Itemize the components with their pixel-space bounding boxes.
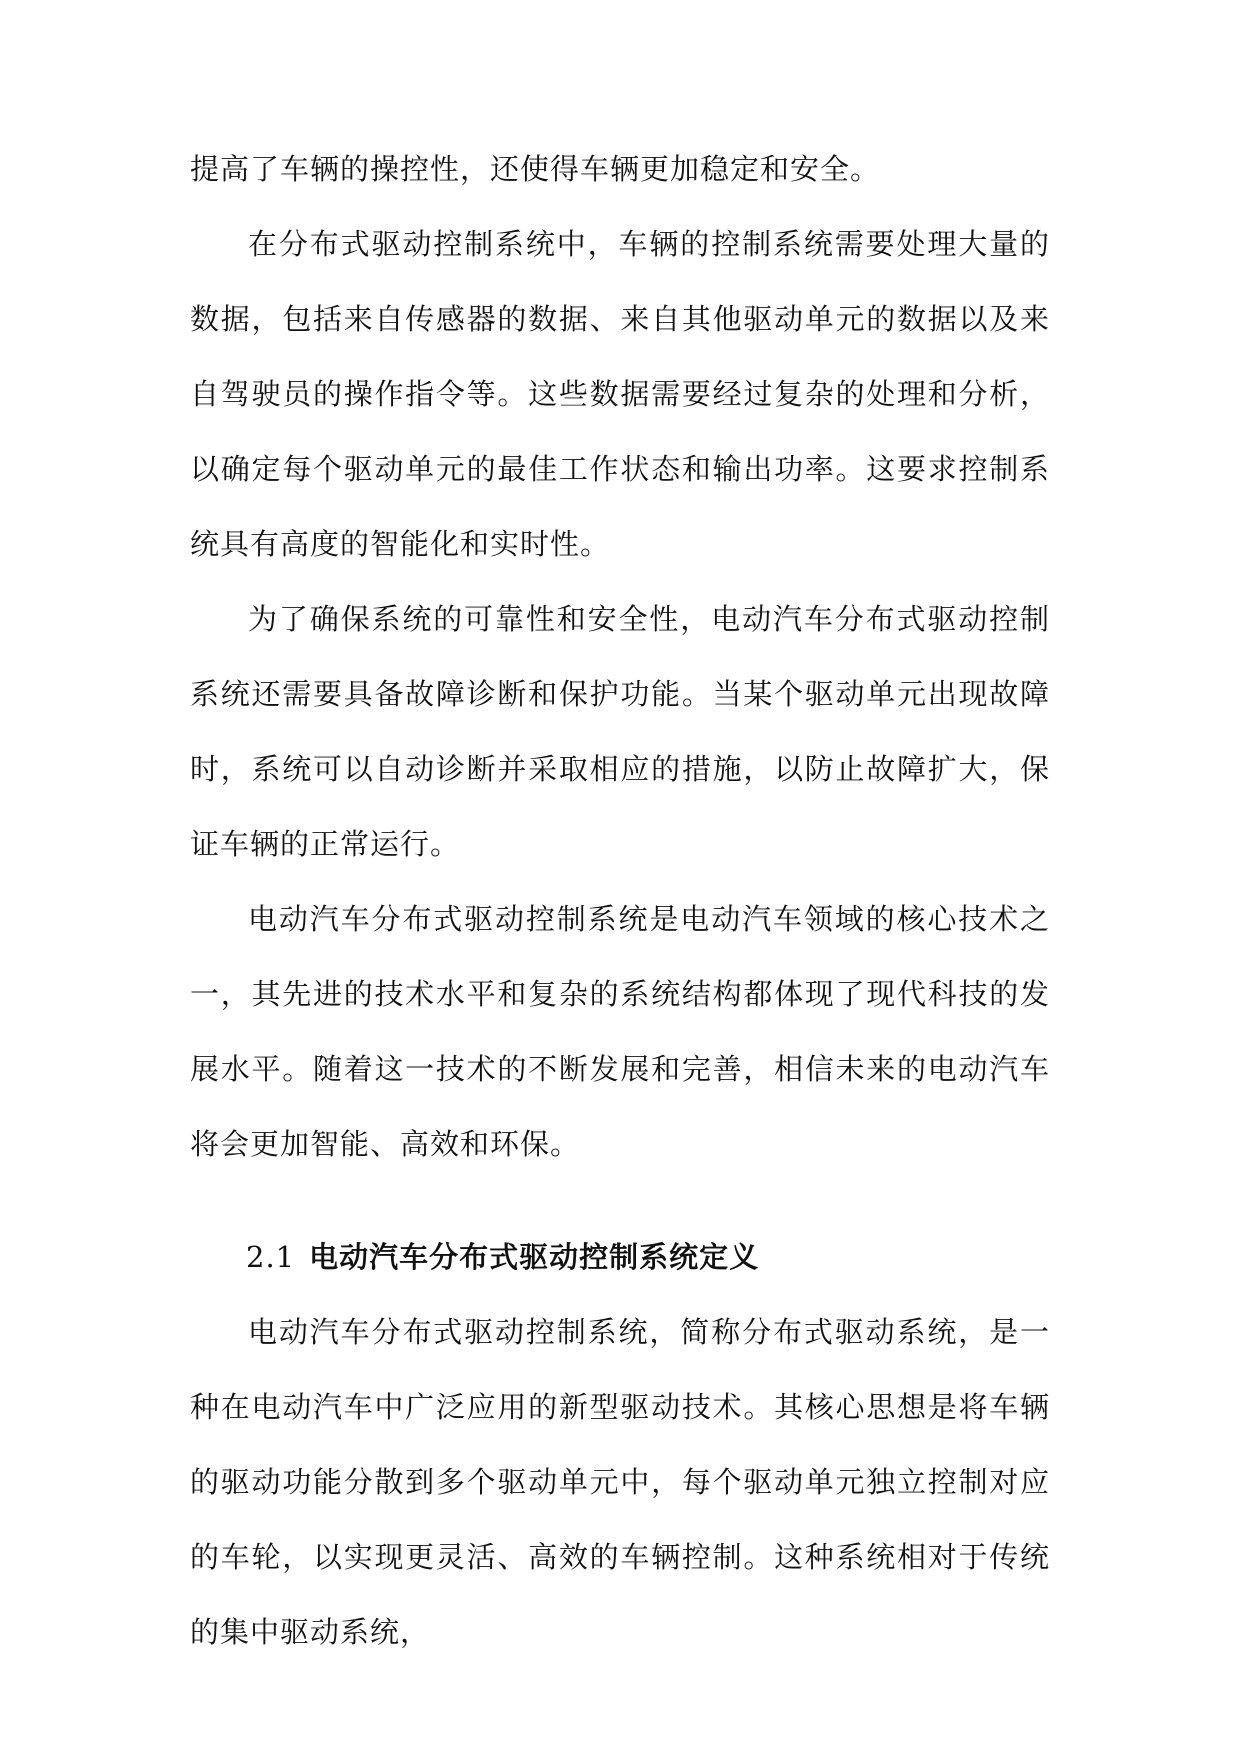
section-heading (246, 1220, 759, 1295)
paragraph-fault-diagnosis: 为了确保系统的可靠性和安全性，电动汽车分布式驱动控制系统还需要具备故障诊断和保护功能。当某个驱动单元出现故障时，系统可以自动诊断并采取相应的措施，以防止故障扩大，保证车辆的正常运行。 (190, 602, 1050, 861)
paragraph-core-technology: 电动汽车分布式驱动控制系统是电动汽车领域的核心技术之一，其先进的技术水平和复杂的系统结构都体现了现代科技的发展水平。随着这一技术的不断发展和完善，相信未来的电动汽车将会更加智能、高效和环保。 (190, 902, 1050, 1161)
paragraph-definition: 电动汽车分布式驱动控制系统，简称分布式驱动系统，是一种在电动汽车中广泛应用的新型驱动技术。其核心思想是将车辆的驱动功能分散到多个驱动单元中，每个驱动单元独立控制对应的车轮，以实现更灵活、高效的车辆控制。这种系统相对于传统的集中驱动系统， (190, 1315, 1050, 1649)
paragraph-data-processing: 在分布式驱动控制系统中，车辆的控制系统需要处理大量的数据，包括来自传感器的数据、来自其他驱动单元的数据以及来自驾驶员的操作指令等。这些数据需要经过复杂的处理和分析，以确定每个驱动单元的最佳工作状态和输出功率。这要求控制系统具有高度的智能化和实时性。 (190, 227, 1050, 561)
section-number: 2.1 (246, 1240, 296, 1274)
section-title: 电动汽车分布式驱动控制系统定义 (309, 1240, 760, 1274)
paragraph-continuation: 提高了车辆的操控性，还使得车辆更加稳定和安全。 (190, 152, 881, 186)
